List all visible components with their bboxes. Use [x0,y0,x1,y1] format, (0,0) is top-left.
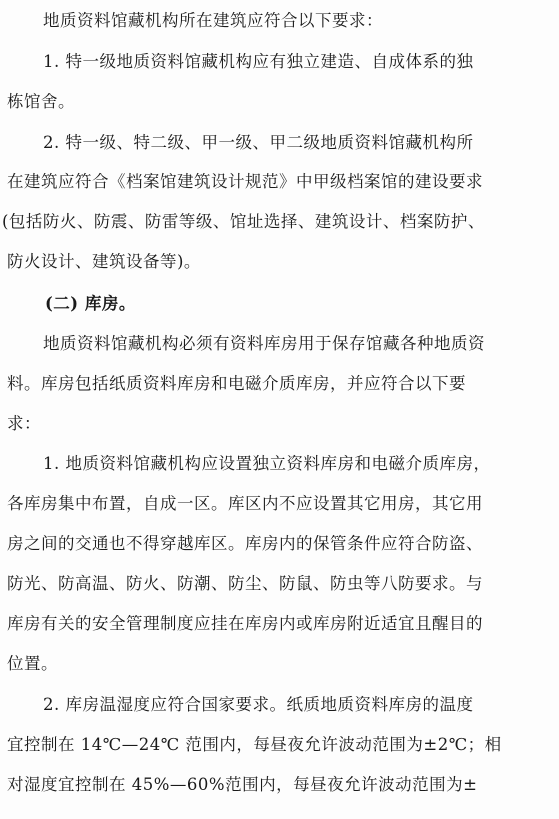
paragraph-line-intro: 地质资料馆藏机构所在建筑应符合以下要求： [43,11,383,30]
storage-item-1-line-5: 库房有关的安全管理制度应挂在库房内或库房附近适宜且醒目的 [7,614,483,633]
storage-item-1-line-4: 防光、防高温、防火、防潮、防尘、防鼠、防虫等八防要求。与 [7,574,483,593]
item-2-line-2: 在建筑应符合《档案馆建筑设计规范》中甲级档案馆的建设要求 [7,172,483,191]
storage-item-2-line-2: 宜控制在 14℃—24℃ 范围内，每昼夜允许波动范围为±2℃；相 [7,735,502,754]
storage-item-1-line-1: 1. 地质资料馆藏机构应设置独立资料库房和电磁介质库房， [43,454,491,473]
storage-intro-line-2: 料。库房包括纸质资料库房和电磁介质库房，并应符合以下要 [7,374,466,393]
storage-item-2-line-1: 2. 库房温湿度应符合国家要求。纸质地质资料库房的温度 [43,695,474,714]
storage-item-2-line-3: 对湿度宜控制在 45%—60%范围内，每昼夜允许波动范围为± [7,775,478,794]
item-1-line-2: 栋馆舍。 [7,92,75,111]
item-2-line-4: 防火设计、建筑设备等)。 [7,252,201,271]
item-1-line-1: 1. 特一级地质资料馆藏机构应有独立建造、自成体系的独 [43,52,474,71]
storage-item-1-line-6: 位置。 [7,654,58,673]
section-heading-storage: (二) 库房。 [45,294,136,313]
storage-item-1-line-2: 各库房集中布置，自成一区。库区内不应设置其它用房，其它用 [7,494,483,513]
item-2-line-3: (包括防火、防震、防雷等级、馆址选择、建筑设计、档案防护、 [2,212,485,231]
item-2-line-1: 2. 特一级、特二级、甲一级、甲二级地质资料馆藏机构所 [43,133,474,152]
storage-intro-line-1: 地质资料馆藏机构必须有资料库房用于保存馆藏各种地质资 [43,334,485,353]
storage-intro-line-3: 求： [7,414,41,433]
storage-item-1-line-3: 房之间的交通也不得穿越库区。库房内的保管条件应符合防盗、 [7,534,483,553]
